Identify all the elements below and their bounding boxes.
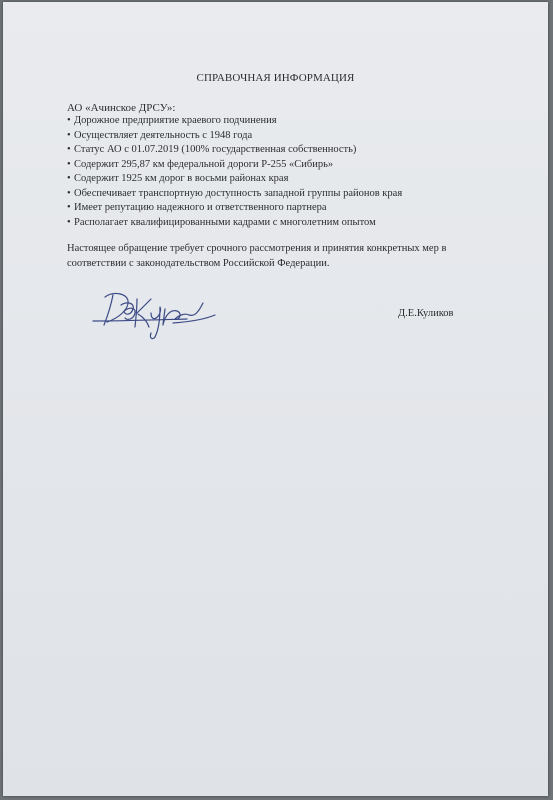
fact-text: Имеет репутацию надежного и ответственного партнера [74, 202, 327, 213]
handwritten-signature [91, 285, 221, 341]
bullet: • [67, 158, 71, 170]
fact-item [67, 143, 402, 158]
bullet: • [67, 202, 71, 213]
bullet: • [67, 144, 71, 155]
appeal-paragraph [67, 242, 487, 271]
fact-item [67, 158, 402, 173]
fact-text: Располагает квалифицированными кадрами с многолетним опытом [74, 216, 376, 228]
document-page [3, 2, 548, 796]
bullet: • [67, 187, 71, 199]
bullet: • [67, 129, 71, 141]
bullet: • [67, 216, 71, 228]
fact-text: Осуществляет деятельность с 1948 года [74, 129, 253, 141]
organization-name: АО «Ачинское ДРСУ»: [67, 102, 176, 114]
fact-item [67, 201, 402, 216]
document-title: СПРАВОЧНАЯ ИНФОРМАЦИЯ [196, 72, 355, 84]
fact-item [67, 216, 402, 231]
fact-item [67, 129, 402, 144]
facts-list [67, 114, 402, 230]
fact-text: Дорожное предприятие краевого подчинения [74, 115, 277, 126]
bullet: • [67, 115, 71, 126]
fact-text: Статус АО с 01.07.2019 (100% государственная собственность) [74, 144, 357, 155]
fact-text: Обеспечивает транспортную доступность западной группы районов края [74, 187, 403, 199]
appeal-line: Настоящее обращение требует срочного рассмотрения и принятия конкретных мер в [67, 243, 447, 254]
appeal-line: соответствии с законодательством Российской Федерации. [67, 257, 330, 269]
fact-text: Содержит 1925 км дорог в восьми районах края [74, 173, 289, 184]
bullet: • [67, 173, 71, 184]
fact-item [67, 114, 402, 129]
fact-text: Содержит 295,87 км федеральной дороги Р-255 «Сибирь» [74, 158, 334, 170]
fact-item [67, 172, 402, 187]
signer-name: Д.Е.Куликов [398, 308, 454, 319]
fact-item [67, 187, 402, 202]
